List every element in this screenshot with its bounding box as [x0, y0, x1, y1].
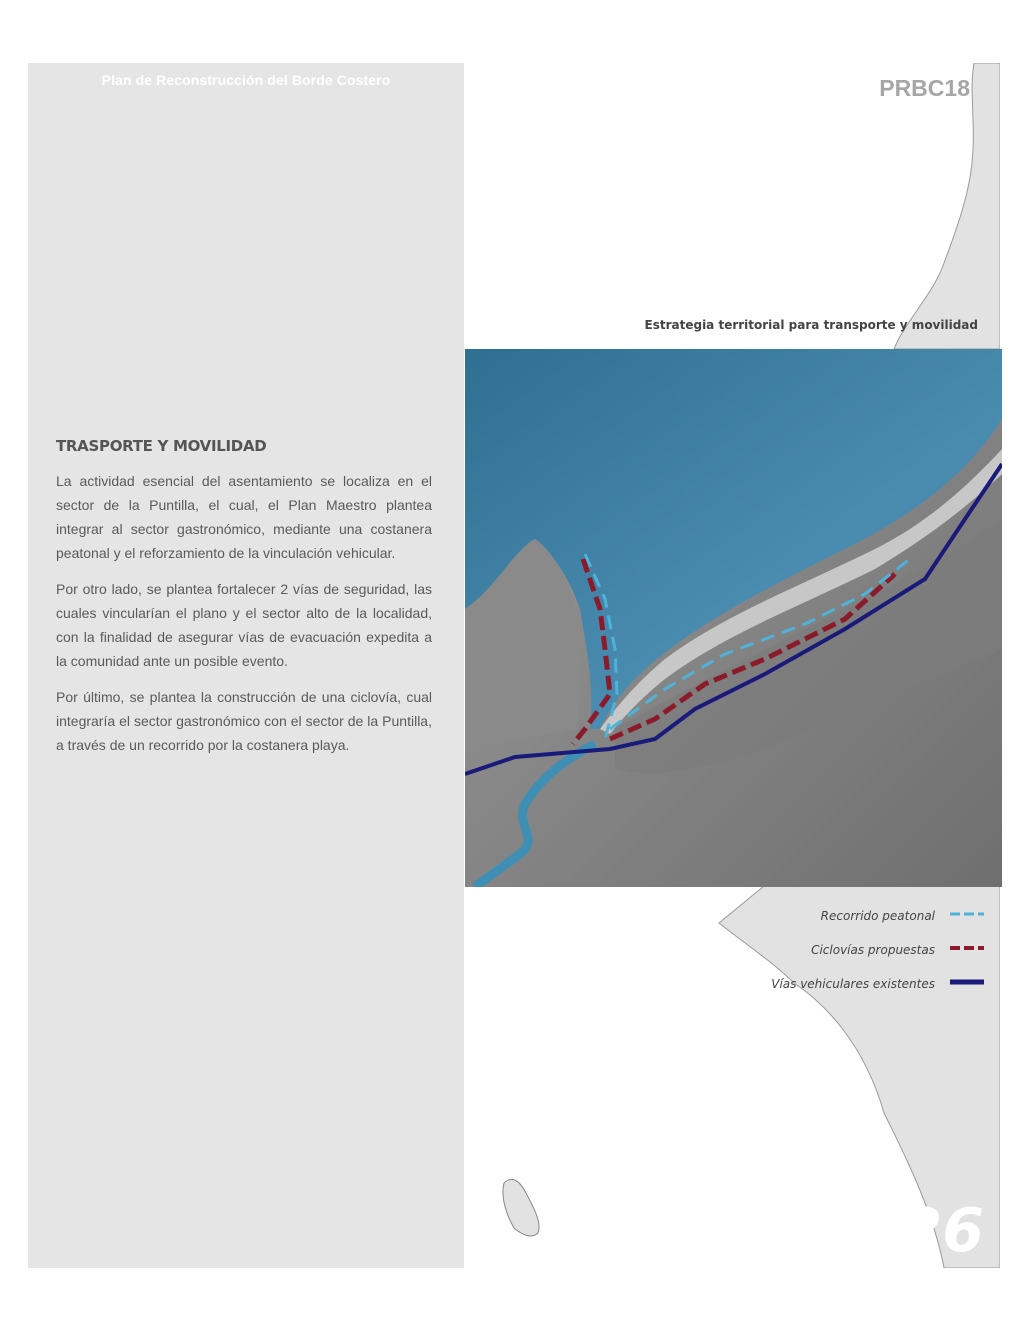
- paragraph-3: Por último, se plantea la construcción de una ciclovía, cual integraría el sector gastronómico con el sector de la Puntilla, a través de un recorrido por la costanera playa.: [56, 689, 432, 753]
- section-heading: TRASPORTE Y MOVILIDAD: [56, 437, 267, 455]
- map-caption: Estrategia territorial para transporte y movilidad: [644, 318, 978, 332]
- map-legend: [692, 903, 992, 1005]
- legend-item-peatonal: [692, 903, 992, 937]
- paragraph-2: Por otro lado, se plantea fortalecer 2 vías de seguridad, las cuales vincularían el plano y el sector alto de la localidad, con la finalidad de asegurar vías de evacuación expedita a la comunidad ante un posible evento.: [56, 581, 432, 669]
- legend-swatch-vehiculares: [950, 977, 984, 987]
- legend-swatch-peatonal: [950, 909, 984, 919]
- aerial-map: [465, 349, 1002, 887]
- legend-label: Ciclovías propuestas: [811, 943, 935, 957]
- report-title: Plan de Reconstrucción del Borde Costero: [101, 72, 391, 88]
- legend-label: Recorrido peatonal: [820, 909, 935, 923]
- page-number: 26: [900, 1196, 984, 1266]
- map-graphic: [465, 349, 1002, 887]
- document-code: PRBC18: [879, 75, 970, 101]
- left-text-panel: [28, 63, 464, 1268]
- right-map-panel: [464, 63, 1000, 1268]
- legend-item-ciclovias: [692, 937, 992, 971]
- legend-label: Vías vehiculares existentes: [771, 977, 935, 991]
- legend-swatch-ciclovias: [950, 943, 984, 953]
- section-content: [56, 437, 432, 769]
- legend-item-vehiculares: [692, 971, 992, 1005]
- island-shape: [503, 1179, 539, 1236]
- paragraph-1: La actividad esencial del asentamiento se localiza en el sector de la Puntilla, el cual, el Plan Maestro plantea integrar al sector gastronómico, mediante una costanera peatonal y el reforzamiento de la vinculación vehicular.: [56, 473, 432, 561]
